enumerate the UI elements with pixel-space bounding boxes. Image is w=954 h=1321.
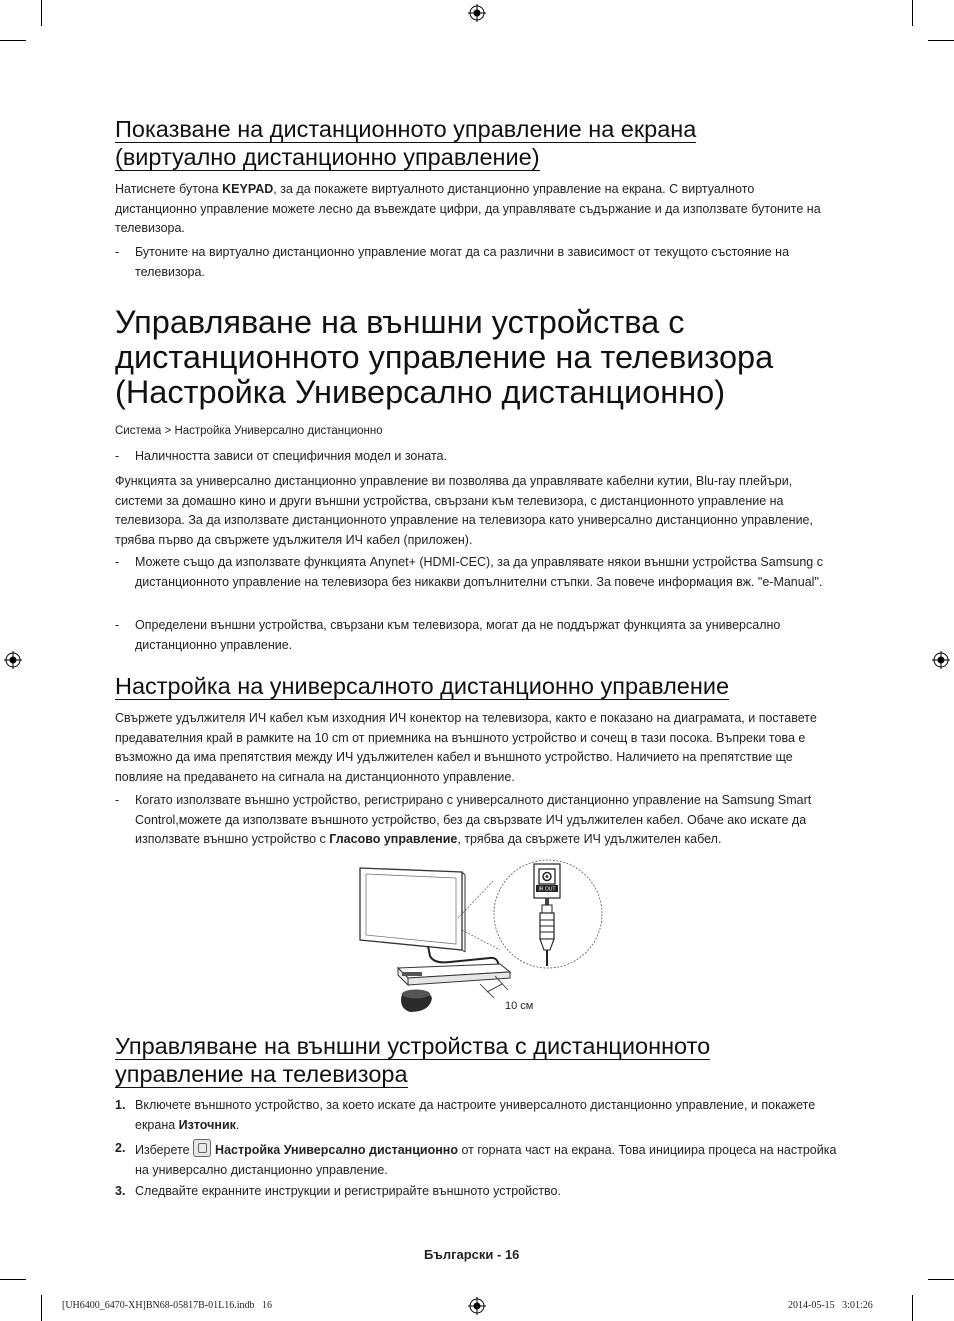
text: Натиснете бутона [115, 182, 223, 196]
date-info: 2014-05-15 3:01:26 [788, 1300, 873, 1311]
text: , за да покажете виртуалното дистанционно управление на екрана. С виртуалното дистанционно управление можете лесно да въвеждате цифри, да управлявате съдържание и да използвате бутоните на телевизора. [115, 182, 821, 235]
title-line: Настройка на универсалното дистанционно управление [115, 673, 730, 699]
note-text [135, 791, 837, 850]
step-number: 2. [115, 1141, 126, 1155]
universal-setup-key: Настройка Универсално дистанционно [215, 1143, 458, 1157]
text: Включете външното устройство, за което искате да настроите универсалното дистанционно управление, и покажете екрана [135, 1098, 816, 1132]
text: Изберете [135, 1143, 194, 1157]
step-2 [115, 1139, 837, 1180]
menu-path-system: Система [115, 425, 162, 437]
step-3 [115, 1182, 837, 1202]
note-marker: - [115, 245, 120, 259]
main-title-universal-remote [115, 305, 855, 410]
crop-mark [928, 1279, 954, 1280]
note-text [135, 553, 837, 592]
registration-mark-icon [468, 1297, 486, 1315]
crop-mark [41, 1295, 42, 1321]
crop-mark [912, 0, 913, 26]
step-text [135, 1096, 837, 1135]
anynet-note [115, 553, 837, 592]
note-marker: - [115, 618, 120, 632]
smart-control-note [115, 791, 837, 850]
availability-note [115, 447, 837, 467]
title-line: дистанционното управление на телевизора [115, 339, 774, 375]
page-number-label: Български - 16 [424, 1247, 520, 1262]
tv-outline [360, 868, 462, 950]
section-title-control [115, 1032, 845, 1088]
crop-mark [912, 1295, 913, 1321]
crop-mark [0, 1279, 26, 1280]
menu-path-separator: > [161, 425, 175, 437]
registration-mark-icon [932, 651, 950, 669]
ir-cable-diagram [350, 858, 610, 1018]
virtual-remote-paragraph [115, 180, 837, 239]
text: , трябва да свържете ИЧ удължителен кабел. [457, 832, 722, 846]
setup-paragraph: Свържете удължителя ИЧ кабел към изходния ИЧ конектор на телевизора, както е показано на диаграмата, и поставете предавателния край в рамките на 10 cm от приемника на външното устройство и сочещ в тази посока. Въпреки това е възможно да има препятствия между ИЧ удължителен кабел и външното устройство. Наличието на препятствие ще повлияе на предаването на сигнала на дистанционното управление. [115, 711, 817, 784]
note-text: Бутоните на виртуално дистанционно управление могат да са различни в зависимост от текущото състояние на телевизора. [135, 245, 790, 279]
section-title-setup [115, 672, 845, 700]
step-1 [115, 1096, 837, 1135]
crop-mark [0, 40, 26, 41]
universal-paragraph: Функцията за универсално дистанционно управление ви позволява да управлявате кабелни кутии, Blu-ray плейъри, системи за домашно кино и други външни устройства, свързани към телевизора, с дистанционното управление на телевизора. За да използвате дистанционното управление на телевизора като универсално дистанционно управление, трябва първо да свържете удължителя ИЧ кабел (приложен). [115, 474, 813, 547]
source-key: Източник [178, 1117, 236, 1132]
text: Можете също да използвате функцията Anynet+ (HDMI-CEC), за да управлявате някои външни устройства Samsung с дистанционното управление на телевизора без никакви допълнителни стъпки. За повече информация вж. " [135, 555, 823, 589]
e-manual-link[interactable]: e-Manual [762, 574, 815, 589]
registration-mark-icon [4, 651, 22, 669]
crop-mark [41, 0, 42, 26]
voice-control-key: Гласово управление [329, 832, 458, 846]
note-text: Наличността зависи от специфичния модел и зоната. [135, 449, 447, 463]
registration-mark-icon [468, 4, 486, 22]
title-line: управление на телевизора [115, 1061, 408, 1087]
note-marker: - [115, 555, 120, 569]
title-line: Управляване на външни устройства с дистанционното [115, 1033, 711, 1059]
crop-mark [928, 40, 954, 41]
title-line: Показване на дистанционното управление на екрана [115, 116, 697, 142]
title-line: (Настройка Универсално дистанционно) [115, 374, 726, 410]
menu-path-universal-setup: Настройка Универсално дистанционно [174, 425, 383, 437]
title-line: Управляване на външни устройства с [115, 304, 685, 340]
title-line: (виртуално дистанционно управление) [115, 144, 540, 170]
text: от горната част на екрана. Това инициира процеса на настройка на универсално дистанционно управление. [135, 1143, 837, 1177]
text: Когато използвате външно устройство, регистрирано с универсалното дистанционно управление на Samsung Smart Control,можете да използвате външното устройство, без да свързвате ИЧ удължителен кабел. Обаче ако искате да използвате външно устройство с [135, 793, 812, 846]
virtual-remote-note [115, 243, 837, 282]
universal-remote-app-icon [193, 1139, 211, 1157]
keypad-key: KEYPAD [222, 182, 274, 196]
step-text [135, 1139, 837, 1180]
section-title-virtual-remote [115, 115, 845, 171]
ir-out-label: IR OUT [538, 886, 556, 893]
note-marker: - [115, 793, 120, 807]
menu-path [115, 425, 383, 437]
text: ". [814, 574, 823, 589]
step-number: 1. [115, 1098, 126, 1112]
compatibility-note [115, 616, 837, 655]
step-text: Следвайте екранните инструкции и регистрирайте външното устройство. [135, 1184, 561, 1198]
distance-label: 10 см [505, 1000, 534, 1012]
note-text: Определени външни устройства, свързани към телевизора, могат да не поддържат функцията за универсално дистанционно управление. [135, 618, 781, 652]
text: . [235, 1117, 240, 1132]
file-info: [UH6400_6470-XH]BN68-05817B-01L16.indb 16 [62, 1300, 272, 1311]
note-marker: - [115, 449, 120, 463]
step-number: 3. [115, 1184, 126, 1198]
